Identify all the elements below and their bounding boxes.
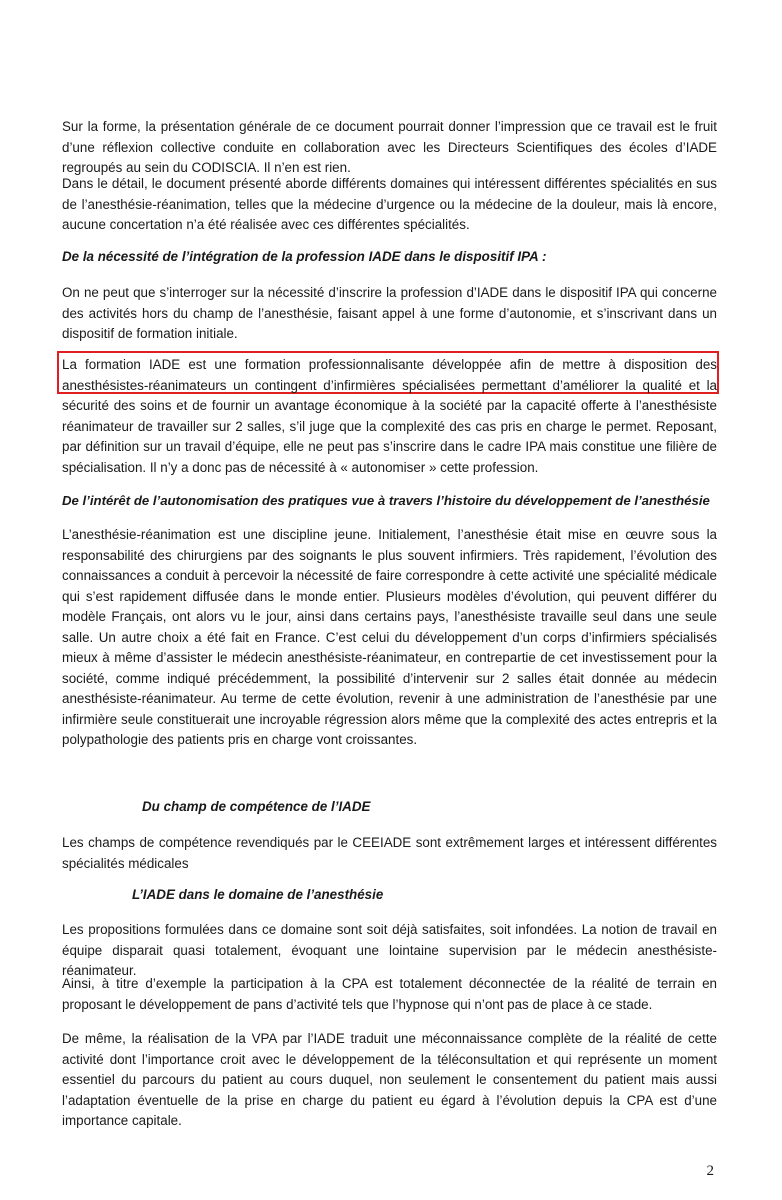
heading-autonomy-history: De l’intérêt de l’autonomisation des pratiques vue à travers l’histoire du développement de l’anesthésie — [62, 493, 710, 508]
paragraph-anesthesia-history: L’anesthésie-réanimation est une discipline jeune. Initialement, l’anesthésie était mise en œuvre sous la responsabilité des chirurgiens par des soignants le plus souvent infirmiers. Très rapidement, l’évolution des connaissances a conduit à percevoir la nécessité de faire correspondre à cette activité une spécialité médicale qui s’est rapidement diffusée dans le monde entier. Plusieurs modèles d’évolution, qui peuvent différer du modèle Français, ont alors vu le jour, ainsi dans certains pays, l’anesthésiste travaille seul dans une seule salle. Un autre choix a été fait en France. C’est celui du développement d’un corps d’infirmiers spécialisés mieux à même d’assister le médecin anesthésiste-réanimateur, en contrepartie de cet investissement pour la société, comme indiqué précédemment, la possibilité d’intervenir sur 2 salles était donnée au médecin anesthésiste-réanimateur. Au terme de cette évolution, revenir à une administration de l’anesthésie par une infirmière seule constituerait une incroyable régression alors même que la complexité des actes entrepris et la polypathologie des patients pris en charge vont croissantes. — [62, 527, 717, 747]
paragraph-ipa-question: On ne peut que s’interroger sur la nécessité d’inscrire la profession d’IADE dans le dispositif IPA qui concerne des activités hors du champ de l’anesthésie, faisant appel à une forme d’autonomie, et s’inscrivant dans un dispositif de formation initiale. — [62, 285, 717, 341]
paragraph-proposals: Les propositions formulées dans ce domaine sont soit déjà satisfaites, soit infondées. La notion de travail en équipe disparait quasi totalement, évoquant une lointaine supervision par le médecin anesthésiste-réanimateur. — [62, 922, 717, 978]
paragraph-cpa-example: Ainsi, à titre d’exemple la participation à la CPA est totalement déconnectée de la réalité de terrain en proposant le développement de pans d’activité tels que l’hypnose qui n’ont pas de place à ce stade. — [62, 976, 717, 1012]
paragraph-vpa: De même, la réalisation de la VPA par l’IADE traduit une méconnaissance complète de la réalité de cette activité dont l’importance croit avec le développement de la téléconsultation et qui représente un moment essentiel du parcours du patient au cours duquel, non seulement le consentement du patient mais aussi l’adaptation éventuelle de la prise en charge du patient eu égard à l’évolution depuis la CPA est d’une importance capitale. — [62, 1031, 717, 1128]
paragraph-detail: Dans le détail, le document présenté aborde différents domaines qui intéressent différentes spécialités en sus de l’anesthésie-réanimation, telles que la médecine d’urgence ou la médecine de la douleur, mais là encore, aucune concertation n’a été réalisée avec ces différentes spécialités. — [62, 176, 717, 232]
page-number: 2 — [706, 1163, 714, 1179]
paragraph-iade-training: La formation IADE est une formation professionnalisante développée afin de mettre à disposition des anesthésistes-réanimateurs un contingent d’infirmières spécialisées permettant d’améliorer la qualité et la sécurité des soins et de fournir un avantage économique à la société par la capacité offerte à l’anesthésiste réanimateur de travailler sur 2 salles, s’il juge que la complexité des cas pris en charge le permet. Reposant, par définition sur un travail d’équipe, elle ne peut pas s’inscrire dans le cadre IPA mais constitue une filière de spécialisation. Il n’y a donc pas de nécessité à « autonomiser » cette profession. — [62, 357, 717, 475]
heading-ipa-integration: De la nécessité de l’intégration de la profession IADE dans le dispositif IPA : — [62, 249, 547, 264]
heading-competence-field: Du champ de compétence de l’IADE — [142, 799, 371, 814]
paragraph-form: Sur la forme, la présentation générale de ce document pourrait donner l’impression que ce travail est le fruit d’une réflexion collective conduite en collaboration avec les Directeurs Scientifiques des écoles d’IADE regroupés au sein du CODISCIA. Il n’en est rien. — [62, 119, 717, 175]
paragraph-competence-claims: Les champs de compétence revendiqués par le CEEIADE sont extrêmement larges et intéressent différentes spécialités médicales — [62, 835, 717, 871]
heading-iade-anesthesia: L’IADE dans le domaine de l’anesthésie — [132, 887, 384, 902]
